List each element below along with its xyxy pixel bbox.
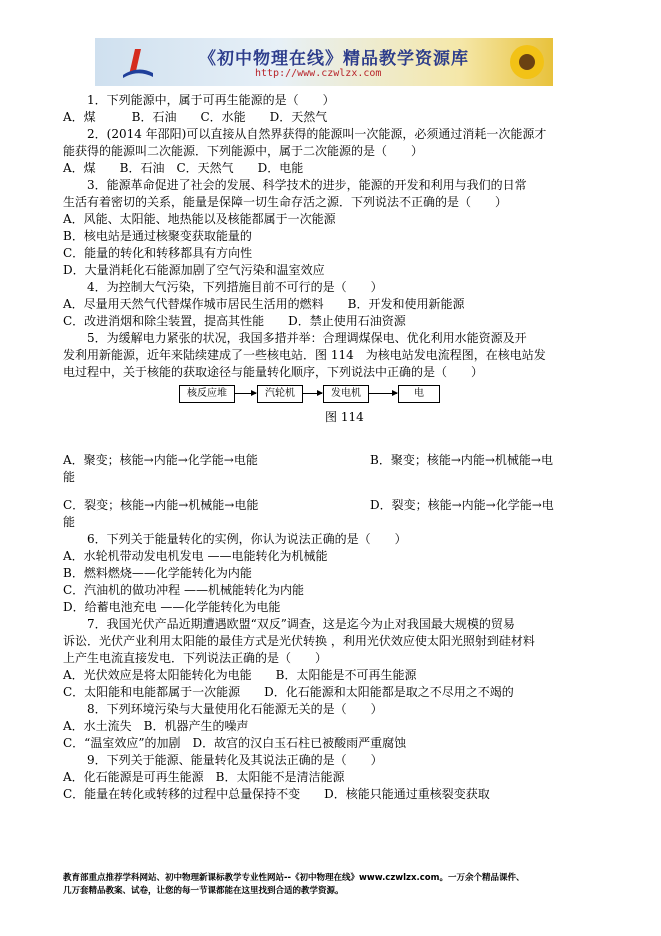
question-9-stem: 9．下列关于能源、能量转化及其说法正确的是（ ） [87, 753, 383, 767]
flow-arrow-icon [368, 393, 397, 394]
question-5-stem: 5．为缓解电力紧张的状况，我国多措并举：合理调煤保电、优化利用水能资源及开 [87, 331, 527, 345]
question-5-option-b: B．聚变；核能→内能→机械能→电 [370, 453, 553, 467]
question-7-options-cd: C．太阳能和电能都属于一次能源 D．化石能源和太阳能都是取之不尽用之不竭的 [63, 685, 514, 699]
question-2-stem: 2．(2014 年邵阳)可以直接从自然界获得的能源叫一次能源，必须通过消耗一次能源才 [87, 127, 547, 141]
page-footer [63, 872, 603, 898]
header-banner [95, 38, 553, 86]
figure-caption: 图 114 [325, 410, 364, 424]
flow-box-generator: 发电机 [323, 385, 369, 403]
question-3-option-c: C．能量的转化和转移都具有方向性 [63, 246, 253, 260]
flow-box-turbine: 汽轮机 [257, 385, 303, 403]
sunflower-icon [507, 42, 547, 82]
worksheet-content [63, 92, 598, 803]
question-3-option-a: A．风能、太阳能、地热能以及核能都属于一次能源 [63, 212, 336, 226]
question-8-options-cd: C．“温室效应”的加剧 D．故宫的汉白玉石柱已被酸雨严重腐蚀 [63, 736, 407, 750]
question-6-option-b: B．燃料燃烧——化学能转化为内能 [63, 566, 252, 580]
question-9-options-ab: A．化石能源是可再生能源 B．太阳能不是清洁能源 [63, 770, 345, 784]
question-5-options-ab [63, 452, 598, 469]
banner-url[interactable]: http://www.czwlzx.com [255, 68, 382, 79]
question-6-stem: 6．下列关于能量转化的实例，你认为说法正确的是（ ） [87, 532, 407, 546]
flow-arrow-icon [302, 393, 322, 394]
footer-line-1: 教育部重点推荐学科网站、初中物理新课标教学专业性网站--《初中物理在线》www.czwlzx.com。一万余个精品课件、 [63, 873, 525, 883]
question-4-options-cd: C．改进消烟和除尘装置，提高其性能 D．禁止使用石油资源 [63, 314, 406, 328]
question-3-stem: 3．能源革命促进了社会的发展、科学技术的进步，能源的开发和利用与我们的日常 [87, 178, 527, 192]
question-8-options-ab: A．水土流失 B．机器产生的噪声 [63, 719, 249, 733]
question-3-option-d: D．大量消耗化石能源加剧了空气污染和温室效应 [63, 263, 325, 277]
question-9-options-cd: C．能量在转化或转移的过程中总量保持不变 D．核能只能通过重核裂变获取 [63, 787, 490, 801]
question-3-option-b: B．核电站是通过核聚变获取能量的 [63, 229, 252, 243]
flow-box-reactor: 核反应堆 [179, 385, 235, 403]
question-5-stem-cont: 发利用新能源，近年来陆续建成了一些核电站．图 114 为核电站发电流程图，在核电站发 [63, 348, 546, 362]
question-5-option-d: D．裂变；核能→内能→化学能→电 [370, 498, 554, 512]
site-logo-icon [121, 45, 155, 79]
question-6-option-c: C．汽油机的做功冲程 ——机械能转化为内能 [63, 583, 304, 597]
footer-line-2: 几万套精品教案、试卷，让您的每一节课都能在这里找到合适的教学资源。 [63, 886, 344, 896]
flow-box-electricity: 电 [398, 385, 440, 403]
banner-title: 《初中物理在线》精品教学资源库 [199, 49, 469, 69]
question-1-stem: 1．下列能源中，属于可再生能源的是（ ） [87, 93, 335, 107]
question-5-option-a: A．聚变；核能→内能→化学能→电能 [63, 453, 258, 467]
question-4-options-ab: A．尽量用天然气代替煤作城市居民生活用的燃料 B．开发和使用新能源 [63, 297, 465, 311]
question-2-options: A．煤 B．石油 C．天然气 D．电能 [63, 161, 304, 175]
question-3-stem-cont: 生活有着密切的关系，能量是保障一切生命存活之源．下列说法不正确的是（ ） [63, 195, 508, 209]
question-4-stem: 4．为控制大气污染，下列措施目前不可行的是（ ） [87, 280, 383, 294]
question-7-stem: 7．我国光伏产品近期遭遇欧盟“双反”调查，这是迄今为止对我国最大规模的贸易 [87, 617, 515, 631]
question-8-stem: 8．下列环境污染与大量使用化石能源无关的是（ ） [87, 702, 383, 716]
question-7-stem-cont-2: 上产生电流直接发电．下列说法正确的是（ ） [63, 651, 328, 665]
flow-arrow-icon [234, 393, 256, 394]
question-6-option-d: D．给蓄电池充电 ——化学能转化为电能 [63, 600, 281, 614]
question-5-option-d-cont: 能 [63, 515, 76, 529]
question-1-options: A．煤 B．石油 C．水能 D．天然气 [63, 110, 328, 124]
question-6-option-a: A．水轮机带动发电机发电 ——电能转化为机械能 [63, 549, 328, 563]
question-5-stem-cont-2: 电过程中，关于核能的获取途径与能量转化顺序，下列说法中正确的是（ ） [63, 365, 484, 379]
question-2-stem-cont: 能获得的能源叫二次能源．下列能源中，属于二次能源的是（ ） [63, 144, 424, 158]
question-7-options-ab: A．光伏效应是将太阳能转化为电能 B．太阳能是不可再生能源 [63, 668, 417, 682]
flow-diagram [63, 383, 598, 409]
question-5-options-cd [63, 497, 598, 514]
question-5-option-b-cont: 能 [63, 470, 76, 484]
question-5-option-c: C．裂变；核能→内能→机械能→电能 [63, 498, 259, 512]
question-7-stem-cont: 诉讼．光伏产业利用太阳能的最佳方式是光伏转换 ，利用光伏效应使太阳光照射到硅材料 [63, 634, 535, 648]
